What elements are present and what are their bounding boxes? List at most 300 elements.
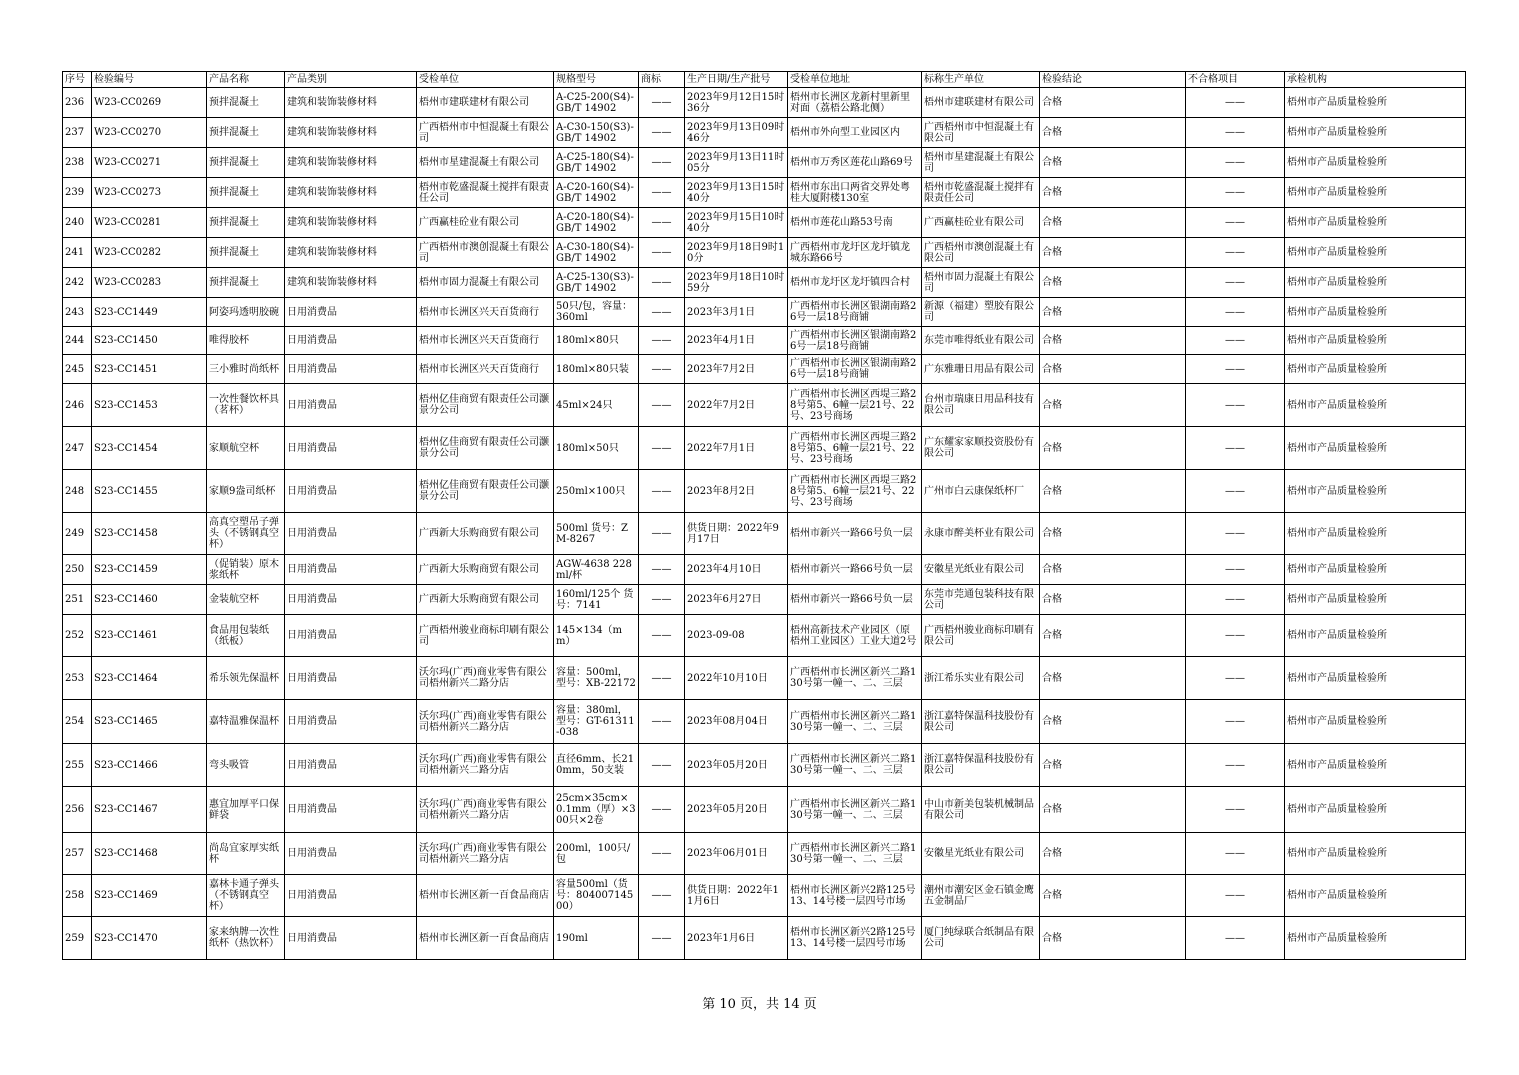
cell-category: 日用消费品 bbox=[285, 470, 417, 513]
cell-spec: 直径6mm、长210mm，50支装 bbox=[554, 744, 639, 787]
cell-unit: 梧州市长洲区新一百食品商店 bbox=[417, 875, 554, 917]
header-cell: 产品类别 bbox=[285, 72, 417, 88]
cell-date: 2023年9月13日11时05分 bbox=[685, 148, 788, 178]
cell-category: 建筑和装饰装修材料 bbox=[285, 178, 417, 208]
cell-result: 合格 bbox=[1040, 148, 1186, 178]
cell-address: 广西梧州市长洲区新兴二路130号第一幢一、二、三层 bbox=[788, 657, 922, 700]
cell-unit: 梧州市长洲区兴天百货商行 bbox=[417, 327, 554, 355]
cell-fail-items: —— bbox=[1186, 118, 1285, 148]
cell-code: W23-CC0269 bbox=[92, 88, 207, 118]
table-row bbox=[63, 178, 1466, 208]
cell-category: 日用消费品 bbox=[285, 384, 417, 427]
cell-date: 2022年7月1日 bbox=[685, 427, 788, 470]
cell-code: W23-CC0282 bbox=[92, 238, 207, 268]
cell-manufacturer: 浙江希乐实业有限公司 bbox=[922, 657, 1040, 700]
cell-product-name: 预拌混凝土 bbox=[207, 118, 285, 148]
cell-brand: —— bbox=[639, 585, 685, 615]
cell-product-name: （促销装）原木浆纸杯 bbox=[207, 555, 285, 585]
cell-brand: —— bbox=[639, 513, 685, 555]
cell-spec: 容量500ml（货号：80400714500） bbox=[554, 875, 639, 917]
cell-code: S23-CC1470 bbox=[92, 917, 207, 960]
cell-date: 2023年9月13日15时40分 bbox=[685, 178, 788, 208]
cell-spec: 250ml×100只 bbox=[554, 470, 639, 513]
table-row bbox=[63, 555, 1466, 585]
cell-brand: —— bbox=[639, 88, 685, 118]
cell-no: 244 bbox=[63, 327, 92, 355]
cell-code: S23-CC1453 bbox=[92, 384, 207, 427]
cell-spec: A-C25-200(S4)-GB/T 14902 bbox=[554, 88, 639, 118]
cell-spec: 180ml×80只装 bbox=[554, 355, 639, 384]
cell-date: 2023年05月20日 bbox=[685, 744, 788, 787]
cell-date: 2023年6月27日 bbox=[685, 585, 788, 615]
table-row bbox=[63, 615, 1466, 657]
cell-code: S23-CC1461 bbox=[92, 615, 207, 657]
cell-code: S23-CC1464 bbox=[92, 657, 207, 700]
cell-address: 广西梧州市长洲区银湖南路26号一层18号商铺 bbox=[788, 298, 922, 327]
cell-no: 237 bbox=[63, 118, 92, 148]
cell-category: 建筑和装饰装修材料 bbox=[285, 148, 417, 178]
cell-brand: —— bbox=[639, 833, 685, 875]
cell-agency: 梧州市产品质量检验所 bbox=[1285, 118, 1466, 148]
cell-date: 2022年7月2日 bbox=[685, 384, 788, 427]
cell-category: 建筑和装饰装修材料 bbox=[285, 88, 417, 118]
cell-address: 梧州市长洲区新兴2路125号13、14号楼一层四号市场 bbox=[788, 917, 922, 960]
cell-unit: 梧州市乾盛混凝土搅拌有限责任公司 bbox=[417, 178, 554, 208]
cell-manufacturer: 梧州市建联建材有限公司 bbox=[922, 88, 1040, 118]
cell-manufacturer: 梧州市固力混凝土有限公司 bbox=[922, 268, 1040, 298]
cell-code: W23-CC0283 bbox=[92, 268, 207, 298]
table-row bbox=[63, 470, 1466, 513]
cell-product-name: 一次性餐饮杯具（茗杯） bbox=[207, 384, 285, 427]
cell-agency: 梧州市产品质量检验所 bbox=[1285, 585, 1466, 615]
cell-manufacturer: 浙江嘉特保温科技股份有限公司 bbox=[922, 744, 1040, 787]
inspection-table bbox=[62, 71, 1466, 960]
cell-brand: —— bbox=[639, 178, 685, 208]
cell-code: S23-CC1468 bbox=[92, 833, 207, 875]
cell-unit: 梧州亿佳商贸有限责任公司灏景分公司 bbox=[417, 470, 554, 513]
cell-address: 广西梧州市长洲区西堤三路28号第5、6幢一层21号、22号、23号商场 bbox=[788, 384, 922, 427]
cell-manufacturer: 广西梧州市中恒混凝土有限公司 bbox=[922, 118, 1040, 148]
cell-manufacturer: 广西梧州骏业商标印刷有限公司 bbox=[922, 615, 1040, 657]
cell-product-name: 食品用包装纸（纸板） bbox=[207, 615, 285, 657]
cell-address: 广西梧州市长洲区新兴二路130号第一幢一、二、三层 bbox=[788, 787, 922, 833]
cell-fail-items: —— bbox=[1186, 787, 1285, 833]
cell-spec: 500ml 货号：ZM-8267 bbox=[554, 513, 639, 555]
cell-fail-items: —— bbox=[1186, 700, 1285, 744]
table-row bbox=[63, 917, 1466, 960]
cell-unit: 广西新大乐购商贸有限公司 bbox=[417, 555, 554, 585]
cell-unit: 梧州市长洲区新一百食品商店 bbox=[417, 917, 554, 960]
cell-spec: A-C30-150(S3)-GB/T 14902 bbox=[554, 118, 639, 148]
cell-agency: 梧州市产品质量检验所 bbox=[1285, 657, 1466, 700]
cell-agency: 梧州市产品质量检验所 bbox=[1285, 298, 1466, 327]
cell-result: 合格 bbox=[1040, 875, 1186, 917]
table-row bbox=[63, 208, 1466, 238]
cell-agency: 梧州市产品质量检验所 bbox=[1285, 555, 1466, 585]
cell-no: 248 bbox=[63, 470, 92, 513]
cell-result: 合格 bbox=[1040, 555, 1186, 585]
cell-agency: 梧州市产品质量检验所 bbox=[1285, 355, 1466, 384]
cell-result: 合格 bbox=[1040, 384, 1186, 427]
cell-no: 239 bbox=[63, 178, 92, 208]
cell-spec: AGW-4638 228ml/杯 bbox=[554, 555, 639, 585]
cell-result: 合格 bbox=[1040, 657, 1186, 700]
cell-manufacturer: 厦门纯绿联合纸制品有限公司 bbox=[922, 917, 1040, 960]
cell-product-name: 希乐领先保温杯 bbox=[207, 657, 285, 700]
cell-spec: 160ml/125个 货号：7141 bbox=[554, 585, 639, 615]
cell-spec: 180ml×50只 bbox=[554, 427, 639, 470]
cell-code: S23-CC1455 bbox=[92, 470, 207, 513]
cell-date: 2023年8月2日 bbox=[685, 470, 788, 513]
cell-product-name: 家顺9盎司纸杯 bbox=[207, 470, 285, 513]
cell-brand: —— bbox=[639, 238, 685, 268]
cell-no: 249 bbox=[63, 513, 92, 555]
cell-product-name: 金装航空杯 bbox=[207, 585, 285, 615]
cell-product-name: 预拌混凝土 bbox=[207, 208, 285, 238]
cell-brand: —— bbox=[639, 208, 685, 238]
cell-fail-items: —— bbox=[1186, 148, 1285, 178]
cell-brand: —— bbox=[639, 268, 685, 298]
cell-category: 日用消费品 bbox=[285, 555, 417, 585]
cell-product-name: 高真空塑吊子弹头（不锈钢真空杯） bbox=[207, 513, 285, 555]
cell-spec: 50只/包，容量：360ml bbox=[554, 298, 639, 327]
cell-product-name: 预拌混凝土 bbox=[207, 88, 285, 118]
cell-manufacturer: 潮州市潮安区金石镇金鹰五金制品厂 bbox=[922, 875, 1040, 917]
cell-product-name: 家顺航空杯 bbox=[207, 427, 285, 470]
cell-code: S23-CC1459 bbox=[92, 555, 207, 585]
cell-code: S23-CC1467 bbox=[92, 787, 207, 833]
cell-unit: 沃尔玛(广西)商业零售有限公司梧州新兴二路分店 bbox=[417, 657, 554, 700]
cell-result: 合格 bbox=[1040, 833, 1186, 875]
cell-address: 广西梧州市龙圩区龙圩镇龙城东路66号 bbox=[788, 238, 922, 268]
cell-manufacturer: 东莞市唯得纸业有限公司 bbox=[922, 327, 1040, 355]
cell-manufacturer: 梧州市乾盛混凝土搅拌有限责任公司 bbox=[922, 178, 1040, 208]
cell-result: 合格 bbox=[1040, 427, 1186, 470]
cell-manufacturer: 东莞市莞通包装科技有限公司 bbox=[922, 585, 1040, 615]
cell-code: S23-CC1458 bbox=[92, 513, 207, 555]
cell-no: 241 bbox=[63, 238, 92, 268]
cell-category: 日用消费品 bbox=[285, 917, 417, 960]
table-row bbox=[63, 268, 1466, 298]
table-row bbox=[63, 700, 1466, 744]
cell-fail-items: —— bbox=[1186, 833, 1285, 875]
cell-code: S23-CC1469 bbox=[92, 875, 207, 917]
cell-no: 251 bbox=[63, 585, 92, 615]
table-row bbox=[63, 118, 1466, 148]
cell-date: 供货日期：2022年9月17日 bbox=[685, 513, 788, 555]
cell-no: 247 bbox=[63, 427, 92, 470]
cell-date: 2023年4月10日 bbox=[685, 555, 788, 585]
cell-spec: A-C20-180(S4)-GB/T 14902 bbox=[554, 208, 639, 238]
cell-address: 广西梧州市长洲区新兴二路130号第一幢一、二、三层 bbox=[788, 833, 922, 875]
cell-unit: 梧州市建联建材有限公司 bbox=[417, 88, 554, 118]
cell-result: 合格 bbox=[1040, 917, 1186, 960]
cell-brand: —— bbox=[639, 917, 685, 960]
cell-code: W23-CC0270 bbox=[92, 118, 207, 148]
cell-no: 246 bbox=[63, 384, 92, 427]
cell-unit: 广西新大乐购商贸有限公司 bbox=[417, 585, 554, 615]
cell-agency: 梧州市产品质量检验所 bbox=[1285, 238, 1466, 268]
cell-no: 250 bbox=[63, 555, 92, 585]
cell-no: 254 bbox=[63, 700, 92, 744]
cell-address: 广西梧州市长洲区银湖南路26号一层18号商铺 bbox=[788, 355, 922, 384]
header-cell: 检验编号 bbox=[92, 72, 207, 88]
cell-spec: A-C25-180(S4)-GB/T 14902 bbox=[554, 148, 639, 178]
cell-address: 广西梧州市长洲区西堤三路28号第5、6幢一层21号、22号、23号商场 bbox=[788, 427, 922, 470]
cell-category: 日用消费品 bbox=[285, 787, 417, 833]
cell-product-name: 尚岛宜家厚实纸杯 bbox=[207, 833, 285, 875]
cell-agency: 梧州市产品质量检验所 bbox=[1285, 148, 1466, 178]
cell-product-name: 阿姿玛透明胶碗 bbox=[207, 298, 285, 327]
cell-product-name: 预拌混凝土 bbox=[207, 148, 285, 178]
cell-spec: 容量：500ml，型号：XB-22172 bbox=[554, 657, 639, 700]
cell-no: 243 bbox=[63, 298, 92, 327]
cell-agency: 梧州市产品质量检验所 bbox=[1285, 208, 1466, 238]
cell-no: 258 bbox=[63, 875, 92, 917]
cell-brand: —— bbox=[639, 744, 685, 787]
cell-unit: 沃尔玛(广西)商业零售有限公司梧州新兴二路分店 bbox=[417, 744, 554, 787]
cell-agency: 梧州市产品质量检验所 bbox=[1285, 833, 1466, 875]
cell-result: 合格 bbox=[1040, 787, 1186, 833]
cell-spec: 容量：380ml，型号：GT-61311-038 bbox=[554, 700, 639, 744]
cell-date: 2023年3月1日 bbox=[685, 298, 788, 327]
header-cell: 产品名称 bbox=[207, 72, 285, 88]
cell-address: 梧州市东出口两省交界处粤桂大厦附楼130室 bbox=[788, 178, 922, 208]
cell-address: 梧州市万秀区莲花山路69号 bbox=[788, 148, 922, 178]
cell-address: 梧州市龙圩区龙圩镇四合村 bbox=[788, 268, 922, 298]
cell-brand: —— bbox=[639, 470, 685, 513]
cell-category: 建筑和装饰装修材料 bbox=[285, 238, 417, 268]
cell-category: 日用消费品 bbox=[285, 585, 417, 615]
cell-result: 合格 bbox=[1040, 298, 1186, 327]
cell-result: 合格 bbox=[1040, 268, 1186, 298]
cell-spec: 200ml，100只/包 bbox=[554, 833, 639, 875]
cell-agency: 梧州市产品质量检验所 bbox=[1285, 787, 1466, 833]
cell-brand: —— bbox=[639, 118, 685, 148]
cell-category: 日用消费品 bbox=[285, 327, 417, 355]
cell-address: 梧州市长洲区新兴2路125号13、14号楼一层四号市场 bbox=[788, 875, 922, 917]
cell-category: 建筑和装饰装修材料 bbox=[285, 118, 417, 148]
cell-fail-items: —— bbox=[1186, 427, 1285, 470]
table-row bbox=[63, 787, 1466, 833]
table-row bbox=[63, 384, 1466, 427]
cell-code: W23-CC0271 bbox=[92, 148, 207, 178]
cell-manufacturer: 台州市瑞康日用品科技有限公司 bbox=[922, 384, 1040, 427]
cell-unit: 沃尔玛(广西)商业零售有限公司梧州新兴二路分店 bbox=[417, 787, 554, 833]
cell-date: 2023年9月18日10时59分 bbox=[685, 268, 788, 298]
cell-code: S23-CC1451 bbox=[92, 355, 207, 384]
table-row bbox=[63, 513, 1466, 555]
cell-product-name: 嘉林卡通子弹头（不锈钢真空杯） bbox=[207, 875, 285, 917]
table-row bbox=[63, 298, 1466, 327]
cell-manufacturer: 浙江嘉特保温科技股份有限公司 bbox=[922, 700, 1040, 744]
cell-category: 日用消费品 bbox=[285, 700, 417, 744]
cell-address: 梧州市新兴一路66号负一层 bbox=[788, 555, 922, 585]
cell-category: 建筑和装饰装修材料 bbox=[285, 268, 417, 298]
cell-date: 2023年7月2日 bbox=[685, 355, 788, 384]
cell-manufacturer: 广东耀家家顺投资股份有限公司 bbox=[922, 427, 1040, 470]
cell-date: 2023年06月01日 bbox=[685, 833, 788, 875]
cell-result: 合格 bbox=[1040, 470, 1186, 513]
cell-brand: —— bbox=[639, 298, 685, 327]
table-row bbox=[63, 327, 1466, 355]
cell-manufacturer: 中山市新美包装机械制品有限公司 bbox=[922, 787, 1040, 833]
cell-product-name: 唯得胶杯 bbox=[207, 327, 285, 355]
cell-unit: 沃尔玛(广西)商业零售有限公司梧州新兴二路分店 bbox=[417, 833, 554, 875]
cell-code: S23-CC1466 bbox=[92, 744, 207, 787]
cell-no: 236 bbox=[63, 88, 92, 118]
cell-spec: 25cm×35cm×0.1mm（厚）×300只×2卷 bbox=[554, 787, 639, 833]
cell-no: 253 bbox=[63, 657, 92, 700]
cell-agency: 梧州市产品质量检验所 bbox=[1285, 384, 1466, 427]
cell-no: 240 bbox=[63, 208, 92, 238]
cell-fail-items: —— bbox=[1186, 917, 1285, 960]
cell-category: 日用消费品 bbox=[285, 615, 417, 657]
header-cell: 承检机构 bbox=[1285, 72, 1466, 88]
header-cell: 受检单位 bbox=[417, 72, 554, 88]
table-row bbox=[63, 148, 1466, 178]
cell-code: S23-CC1450 bbox=[92, 327, 207, 355]
cell-manufacturer: 梧州市星建混凝土有限公司 bbox=[922, 148, 1040, 178]
cell-agency: 梧州市产品质量检验所 bbox=[1285, 327, 1466, 355]
cell-result: 合格 bbox=[1040, 355, 1186, 384]
cell-category: 日用消费品 bbox=[285, 298, 417, 327]
cell-address: 广西梧州市长洲区新兴二路130号第一幢一、二、三层 bbox=[788, 700, 922, 744]
cell-unit: 梧州亿佳商贸有限责任公司灏景分公司 bbox=[417, 384, 554, 427]
cell-code: W23-CC0273 bbox=[92, 178, 207, 208]
cell-category: 日用消费品 bbox=[285, 513, 417, 555]
cell-product-name: 嘉特温雅保温杯 bbox=[207, 700, 285, 744]
cell-category: 日用消费品 bbox=[285, 744, 417, 787]
cell-date: 2023年1月6日 bbox=[685, 917, 788, 960]
cell-no: 242 bbox=[63, 268, 92, 298]
cell-no: 257 bbox=[63, 833, 92, 875]
cell-spec: 190ml bbox=[554, 917, 639, 960]
cell-product-name: 预拌混凝土 bbox=[207, 178, 285, 208]
cell-fail-items: —— bbox=[1186, 355, 1285, 384]
cell-fail-items: —— bbox=[1186, 513, 1285, 555]
table-row bbox=[63, 833, 1466, 875]
cell-brand: —— bbox=[639, 700, 685, 744]
cell-result: 合格 bbox=[1040, 585, 1186, 615]
cell-category: 建筑和装饰装修材料 bbox=[285, 208, 417, 238]
cell-code: S23-CC1449 bbox=[92, 298, 207, 327]
cell-manufacturer: 广西梧州市澳创混凝土有限公司 bbox=[922, 238, 1040, 268]
cell-unit: 广西新大乐购商贸有限公司 bbox=[417, 513, 554, 555]
table-row bbox=[63, 657, 1466, 700]
cell-fail-items: —— bbox=[1186, 178, 1285, 208]
cell-manufacturer: 新源（福建）塑胶有限公司 bbox=[922, 298, 1040, 327]
cell-brand: —— bbox=[639, 787, 685, 833]
page-footer: 第 10 页，共 14 页 bbox=[702, 997, 817, 1012]
cell-result: 合格 bbox=[1040, 238, 1186, 268]
cell-unit: 沃尔玛(广西)商业零售有限公司梧州新兴二路分店 bbox=[417, 700, 554, 744]
cell-address: 梧州市莲花山路53号南 bbox=[788, 208, 922, 238]
cell-date: 供货日期：2022年11月6日 bbox=[685, 875, 788, 917]
cell-brand: —— bbox=[639, 615, 685, 657]
cell-address: 梧州市新兴一路66号负一层 bbox=[788, 585, 922, 615]
cell-code: W23-CC0281 bbox=[92, 208, 207, 238]
cell-date: 2023年9月18日9时10分 bbox=[685, 238, 788, 268]
table-body bbox=[63, 88, 1466, 960]
cell-category: 日用消费品 bbox=[285, 833, 417, 875]
cell-product-name: 惠宜加厚平口保鲜袋 bbox=[207, 787, 285, 833]
cell-date: 2023-09-08 bbox=[685, 615, 788, 657]
cell-fail-items: —— bbox=[1186, 384, 1285, 427]
cell-agency: 梧州市产品质量检验所 bbox=[1285, 427, 1466, 470]
cell-agency: 梧州市产品质量检验所 bbox=[1285, 917, 1466, 960]
header-cell: 商标 bbox=[639, 72, 685, 88]
cell-result: 合格 bbox=[1040, 327, 1186, 355]
cell-brand: —— bbox=[639, 427, 685, 470]
cell-spec: A-C25-130(S3)-GB/T 14902 bbox=[554, 268, 639, 298]
table-row bbox=[63, 585, 1466, 615]
cell-result: 合格 bbox=[1040, 88, 1186, 118]
cell-spec: A-C20-160(S4)-GB/T 14902 bbox=[554, 178, 639, 208]
cell-manufacturer: 安徽星光纸业有限公司 bbox=[922, 833, 1040, 875]
cell-fail-items: —— bbox=[1186, 555, 1285, 585]
cell-date: 2023年9月15日10时40分 bbox=[685, 208, 788, 238]
cell-unit: 梧州市固力混凝土有限公司 bbox=[417, 268, 554, 298]
cell-spec: 45ml×24只 bbox=[554, 384, 639, 427]
cell-date: 2023年05月20日 bbox=[685, 787, 788, 833]
table-header-row bbox=[63, 72, 1466, 88]
cell-unit: 广西梧州市澳创混凝土有限公司 bbox=[417, 238, 554, 268]
cell-unit: 广西梧州市中恒混凝土有限公司 bbox=[417, 118, 554, 148]
header-cell: 受检单位地址 bbox=[788, 72, 922, 88]
table-row bbox=[63, 88, 1466, 118]
cell-fail-items: —— bbox=[1186, 238, 1285, 268]
cell-code: S23-CC1454 bbox=[92, 427, 207, 470]
cell-category: 日用消费品 bbox=[285, 427, 417, 470]
cell-address: 广西梧州市长洲区银湖南路26号一层18号商铺 bbox=[788, 327, 922, 355]
cell-product-name: 预拌混凝土 bbox=[207, 268, 285, 298]
cell-brand: —— bbox=[639, 875, 685, 917]
cell-category: 日用消费品 bbox=[285, 875, 417, 917]
cell-fail-items: —— bbox=[1186, 268, 1285, 298]
cell-no: 245 bbox=[63, 355, 92, 384]
cell-category: 日用消费品 bbox=[285, 657, 417, 700]
cell-date: 2023年9月12日15时36分 bbox=[685, 88, 788, 118]
cell-unit: 广西赢桂砼业有限公司 bbox=[417, 208, 554, 238]
cell-agency: 梧州市产品质量检验所 bbox=[1285, 268, 1466, 298]
cell-address: 梧州市外向型工业园区内 bbox=[788, 118, 922, 148]
cell-date: 2023年08月04日 bbox=[685, 700, 788, 744]
cell-no: 259 bbox=[63, 917, 92, 960]
cell-date: 2023年4月1日 bbox=[685, 327, 788, 355]
cell-product-name: 家来纳牌一次性纸杯（热饮杯） bbox=[207, 917, 285, 960]
cell-product-name: 弯头吸管 bbox=[207, 744, 285, 787]
cell-fail-items: —— bbox=[1186, 657, 1285, 700]
cell-result: 合格 bbox=[1040, 513, 1186, 555]
cell-date: 2022年10月10日 bbox=[685, 657, 788, 700]
cell-address: 梧州市长洲区龙新村里新里对面（荔梧公路北侧） bbox=[788, 88, 922, 118]
cell-fail-items: —— bbox=[1186, 744, 1285, 787]
cell-fail-items: —— bbox=[1186, 585, 1285, 615]
table-row bbox=[63, 427, 1466, 470]
cell-category: 日用消费品 bbox=[285, 355, 417, 384]
cell-product-name: 预拌混凝土 bbox=[207, 238, 285, 268]
table-row bbox=[63, 238, 1466, 268]
cell-agency: 梧州市产品质量检验所 bbox=[1285, 470, 1466, 513]
cell-result: 合格 bbox=[1040, 615, 1186, 657]
cell-address: 梧州高新技术产业园区（原梧州工业园区）工业大道2号 bbox=[788, 615, 922, 657]
cell-date: 2023年9月13日09时46分 bbox=[685, 118, 788, 148]
cell-fail-items: —— bbox=[1186, 88, 1285, 118]
cell-address: 梧州市新兴一路66号负一层 bbox=[788, 513, 922, 555]
cell-agency: 梧州市产品质量检验所 bbox=[1285, 700, 1466, 744]
cell-brand: —— bbox=[639, 355, 685, 384]
